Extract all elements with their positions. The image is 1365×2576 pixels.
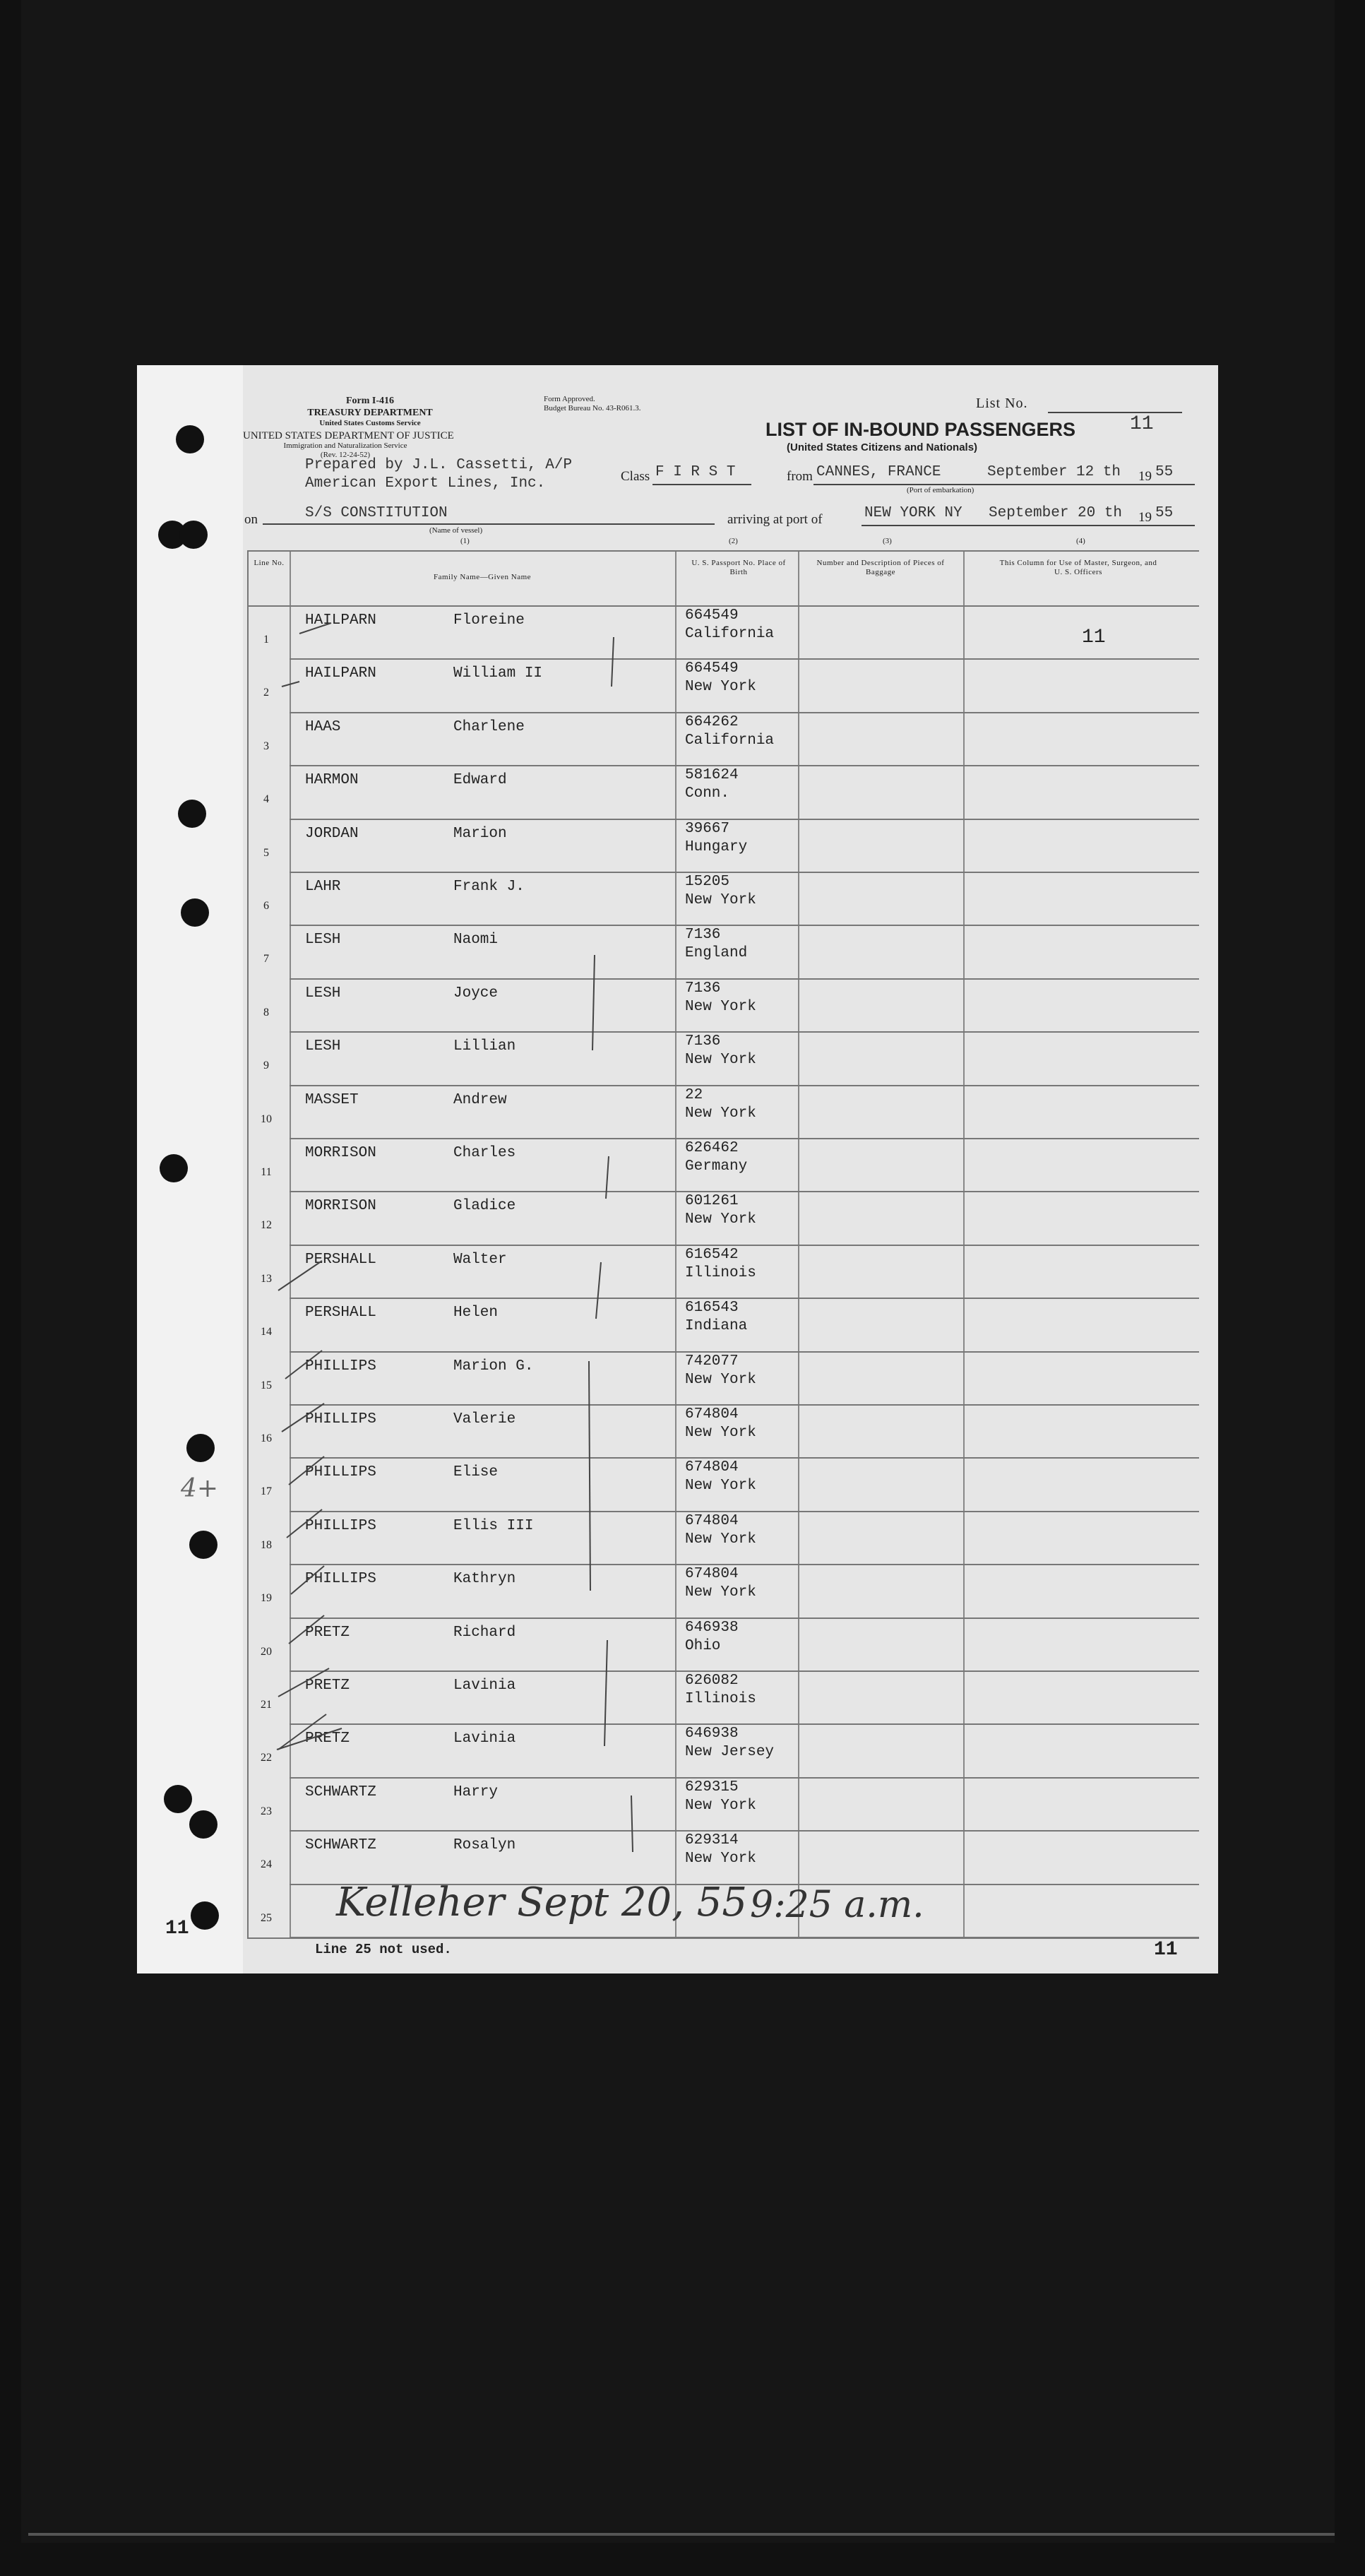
port-caption: (Port of embarkation) bbox=[907, 486, 974, 494]
passport-number: 646938 bbox=[685, 1619, 739, 1636]
given-name: Edward bbox=[453, 772, 507, 789]
passport-number: 626462 bbox=[685, 1140, 739, 1156]
check-stroke bbox=[596, 1262, 601, 1319]
family-name: LESH bbox=[305, 1038, 341, 1055]
family-name: PRETZ bbox=[305, 1678, 350, 1694]
margin-mark: 4+ bbox=[181, 1474, 219, 1503]
passport-number: 581624 bbox=[685, 767, 739, 784]
budget-bureau: Budget Bureau No. 43-R061.3. bbox=[544, 404, 641, 412]
given-name: Lavinia bbox=[453, 1678, 516, 1694]
revision-date: (Rev. 12-24-52) bbox=[320, 451, 371, 459]
col3-number: (3) bbox=[883, 537, 892, 545]
passport-number: 7136 bbox=[685, 1033, 721, 1050]
place-of-birth: New York bbox=[685, 998, 756, 1015]
departure-date: September 12 th bbox=[987, 464, 1121, 480]
given-name: Charlene bbox=[453, 718, 525, 735]
departure-year: 55 bbox=[1155, 464, 1174, 480]
passport-number: 664262 bbox=[685, 713, 739, 730]
list-no-label: List No. bbox=[976, 396, 1028, 411]
place-of-birth: New York bbox=[685, 1211, 756, 1228]
place-of-birth: Germany bbox=[685, 1158, 748, 1175]
line-number: 15 bbox=[261, 1379, 272, 1391]
class-value: F I R S T bbox=[655, 464, 736, 480]
place-of-birth: New York bbox=[685, 1478, 756, 1495]
given-name: Lavinia bbox=[453, 1731, 516, 1747]
officer-count: 11 bbox=[1082, 627, 1106, 648]
family-name: PRETZ bbox=[305, 1624, 350, 1641]
passport-number: 674804 bbox=[685, 1459, 739, 1476]
tick-stroke bbox=[299, 623, 331, 634]
given-name: Helen bbox=[453, 1305, 499, 1322]
passport-number: 629315 bbox=[685, 1779, 739, 1796]
tick-stroke bbox=[277, 1728, 342, 1750]
place-of-birth: California bbox=[685, 626, 775, 642]
from-label: from bbox=[787, 469, 813, 484]
place-of-birth: California bbox=[685, 732, 775, 749]
given-name: Floreine bbox=[453, 612, 525, 629]
family-name: HAILPARN bbox=[305, 612, 376, 629]
place-of-birth: Illinois bbox=[685, 1264, 756, 1281]
tick-stroke bbox=[278, 1668, 329, 1697]
given-name: Elise bbox=[453, 1464, 499, 1481]
line-number: 24 bbox=[261, 1858, 272, 1871]
family-name: PERSHALL bbox=[305, 1305, 376, 1322]
tick-stroke bbox=[289, 1456, 324, 1485]
check-stroke bbox=[631, 1796, 633, 1852]
place-of-birth: New York bbox=[685, 1371, 756, 1388]
place-of-birth: New York bbox=[685, 1797, 756, 1814]
family-name: HAAS bbox=[305, 718, 341, 735]
tick-stroke bbox=[289, 1615, 324, 1644]
line-number: 14 bbox=[261, 1326, 272, 1339]
place-of-birth: New York bbox=[685, 1052, 756, 1069]
footer-note: Line 25 not used. bbox=[315, 1942, 452, 1957]
vessel-caption: (Name of vessel) bbox=[429, 526, 483, 535]
page-number-right: 11 bbox=[1154, 1939, 1178, 1961]
family-name: LESH bbox=[305, 985, 341, 1002]
departure-year-prefix: 19 bbox=[1138, 469, 1152, 484]
customs-service: United States Customs Service bbox=[319, 419, 421, 427]
line-number: 1 bbox=[263, 634, 269, 646]
arrival-port: NEW YORK NY bbox=[864, 505, 962, 521]
form-number: Form I-416 bbox=[345, 396, 395, 406]
line-number: 18 bbox=[261, 1538, 272, 1551]
place-of-birth: New York bbox=[685, 1851, 756, 1868]
given-name: Andrew bbox=[453, 1091, 507, 1108]
passport-number: 742077 bbox=[685, 1353, 739, 1370]
line-number: 20 bbox=[261, 1645, 272, 1658]
given-name: Gladice bbox=[453, 1198, 516, 1215]
family-name: SCHWARTZ bbox=[305, 1837, 376, 1854]
passport-number: 616543 bbox=[685, 1300, 739, 1317]
family-name: PHILLIPS bbox=[305, 1411, 376, 1428]
passport-number: 7136 bbox=[685, 927, 721, 944]
vessel-name: S/S CONSTITUTION bbox=[305, 505, 448, 521]
line-number: 23 bbox=[261, 1805, 272, 1817]
given-name: Kathryn bbox=[453, 1571, 516, 1588]
given-name: Ellis III bbox=[453, 1517, 534, 1534]
family-name: PHILLIPS bbox=[305, 1358, 376, 1375]
given-name: Marion G. bbox=[453, 1358, 534, 1375]
family-name: LAHR bbox=[305, 879, 341, 895]
on-label: on bbox=[244, 512, 258, 527]
col1-number: (1) bbox=[460, 537, 470, 545]
line-number: 22 bbox=[261, 1752, 272, 1764]
column-header-officers: This Column for Use of Master, Surgeon, and U. S. Officers bbox=[999, 559, 1157, 576]
line-number: 9 bbox=[263, 1060, 269, 1072]
place-of-birth: England bbox=[685, 945, 748, 962]
arrival-year-prefix: 19 bbox=[1138, 510, 1152, 525]
place-of-birth: New York bbox=[685, 892, 756, 908]
class-label: Class bbox=[621, 469, 650, 484]
place-of-birth: Conn. bbox=[685, 785, 730, 802]
line-number: 6 bbox=[263, 900, 269, 912]
line-number: 12 bbox=[261, 1219, 272, 1232]
passport-number: 39667 bbox=[685, 820, 730, 837]
col2-number: (2) bbox=[729, 537, 738, 545]
arriving-label: arriving at port of bbox=[727, 512, 823, 527]
family-name: JORDAN bbox=[305, 825, 359, 842]
passport-number: 7136 bbox=[685, 980, 721, 997]
passenger-manifest-page bbox=[137, 365, 1218, 1973]
form-approved: Form Approved. bbox=[544, 395, 595, 403]
family-name: SCHWARTZ bbox=[305, 1783, 376, 1800]
given-name: Walter bbox=[453, 1251, 507, 1268]
shipping-company: American Export Lines, Inc. bbox=[305, 475, 546, 492]
place-of-birth: New Jersey bbox=[685, 1744, 775, 1761]
given-name: Harry bbox=[453, 1783, 499, 1800]
passport-number: 646938 bbox=[685, 1726, 739, 1743]
tick-stroke bbox=[282, 1403, 324, 1432]
place-of-birth: Ohio bbox=[685, 1637, 721, 1654]
tick-stroke bbox=[287, 1509, 322, 1538]
check-stroke bbox=[604, 1640, 607, 1746]
column-header-passport: U. S. Passport No. Place of Birth bbox=[691, 559, 786, 576]
passport-number: 664549 bbox=[685, 660, 739, 677]
place-of-birth: Illinois bbox=[685, 1691, 756, 1707]
line-number: 25 bbox=[261, 1911, 272, 1924]
tick-stroke bbox=[278, 1714, 326, 1750]
col4-number: (4) bbox=[1076, 537, 1085, 545]
treasury-dept: TREASURY DEPARTMENT bbox=[307, 408, 433, 418]
family-name: PHILLIPS bbox=[305, 1464, 376, 1481]
passport-number: 629314 bbox=[685, 1832, 739, 1849]
passport-number: 601261 bbox=[685, 1193, 739, 1210]
given-name: Lillian bbox=[453, 1038, 516, 1055]
passport-number: 616542 bbox=[685, 1246, 739, 1263]
tick-stroke bbox=[291, 1566, 324, 1594]
place-of-birth: Indiana bbox=[685, 1318, 748, 1335]
place-of-birth: Hungary bbox=[685, 838, 748, 855]
family-name: HARMON bbox=[305, 772, 359, 789]
family-name: PRETZ bbox=[305, 1731, 350, 1747]
column-header-name: Family Name—Given Name bbox=[433, 573, 532, 581]
column-header-line: Line No. bbox=[254, 559, 285, 567]
tick-stroke bbox=[278, 1261, 322, 1290]
film-edge-line bbox=[28, 2533, 1335, 2536]
given-name: Joyce bbox=[453, 985, 499, 1002]
passport-number: 674804 bbox=[685, 1566, 739, 1583]
prepared-by: Prepared by J.L. Cassetti, A/P bbox=[305, 457, 573, 473]
line-number: 4 bbox=[263, 793, 269, 806]
line-number: 8 bbox=[263, 1006, 269, 1019]
given-name: Charles bbox=[453, 1145, 516, 1161]
place-of-birth: New York bbox=[685, 1584, 756, 1601]
passport-number: 15205 bbox=[685, 874, 730, 890]
family-name: MORRISON bbox=[305, 1198, 376, 1215]
line-number: 17 bbox=[261, 1485, 272, 1498]
place-of-birth: New York bbox=[685, 679, 756, 696]
place-of-birth: New York bbox=[685, 1531, 756, 1548]
column-header-baggage: Number and Description of Pieces of Baggage bbox=[816, 559, 945, 576]
tick-stroke bbox=[282, 682, 299, 687]
line-number: 10 bbox=[261, 1112, 272, 1125]
tick-stroke bbox=[285, 1351, 322, 1379]
page-number-left: 11 bbox=[165, 1918, 189, 1940]
embarkation-port: CANNES, FRANCE bbox=[816, 464, 941, 480]
check-stroke bbox=[612, 637, 614, 687]
check-stroke bbox=[592, 955, 595, 1050]
passport-number: 664549 bbox=[685, 607, 739, 624]
given-name: Rosalyn bbox=[453, 1837, 516, 1854]
line-number: 2 bbox=[263, 687, 269, 699]
passport-number: 626082 bbox=[685, 1673, 739, 1689]
passport-number: 22 bbox=[685, 1086, 703, 1103]
list-number: 11 bbox=[1130, 413, 1154, 435]
family-name: PHILLIPS bbox=[305, 1571, 376, 1588]
ins-service: Immigration and Naturalization Service bbox=[283, 441, 407, 450]
place-of-birth: New York bbox=[685, 1105, 756, 1122]
line-number: 21 bbox=[261, 1699, 272, 1711]
passport-number: 674804 bbox=[685, 1512, 739, 1529]
handwritten-time: 9:25 a.m. bbox=[750, 1884, 924, 1926]
check-stroke bbox=[589, 1361, 590, 1591]
line-number: 7 bbox=[263, 953, 269, 966]
passport-number: 674804 bbox=[685, 1406, 739, 1423]
line-number: 5 bbox=[263, 846, 269, 859]
given-name: Naomi bbox=[453, 932, 499, 949]
line-number: 11 bbox=[261, 1166, 272, 1178]
family-name: PERSHALL bbox=[305, 1251, 376, 1268]
line-number: 16 bbox=[261, 1432, 272, 1444]
page-subtitle: (United States Citizens and Nationals) bbox=[787, 441, 978, 453]
handwritten-departure-note: Kelleher Sept 20, 55 bbox=[336, 1880, 747, 1925]
given-name: Richard bbox=[453, 1624, 516, 1641]
arrival-year: 55 bbox=[1155, 505, 1174, 521]
given-name: William II bbox=[453, 665, 543, 682]
pen-check-marks bbox=[137, 365, 1218, 1973]
given-name: Frank J. bbox=[453, 879, 525, 895]
line-number: 3 bbox=[263, 740, 269, 752]
line-number: 13 bbox=[261, 1272, 272, 1285]
family-name: PHILLIPS bbox=[305, 1517, 376, 1534]
family-name: LESH bbox=[305, 932, 341, 949]
place-of-birth: New York bbox=[685, 1425, 756, 1441]
check-stroke bbox=[606, 1156, 609, 1199]
family-name: MASSET bbox=[305, 1091, 359, 1108]
family-name: HAILPARN bbox=[305, 665, 376, 682]
page-title: LIST OF IN-BOUND PASSENGERS bbox=[765, 419, 1076, 440]
arrival-date: September 20 th bbox=[989, 505, 1123, 521]
family-name: MORRISON bbox=[305, 1145, 376, 1161]
given-name: Valerie bbox=[453, 1411, 516, 1428]
justice-dept: UNITED STATES DEPARTMENT OF JUSTICE bbox=[243, 430, 454, 441]
line-number: 19 bbox=[261, 1592, 272, 1605]
given-name: Marion bbox=[453, 825, 507, 842]
